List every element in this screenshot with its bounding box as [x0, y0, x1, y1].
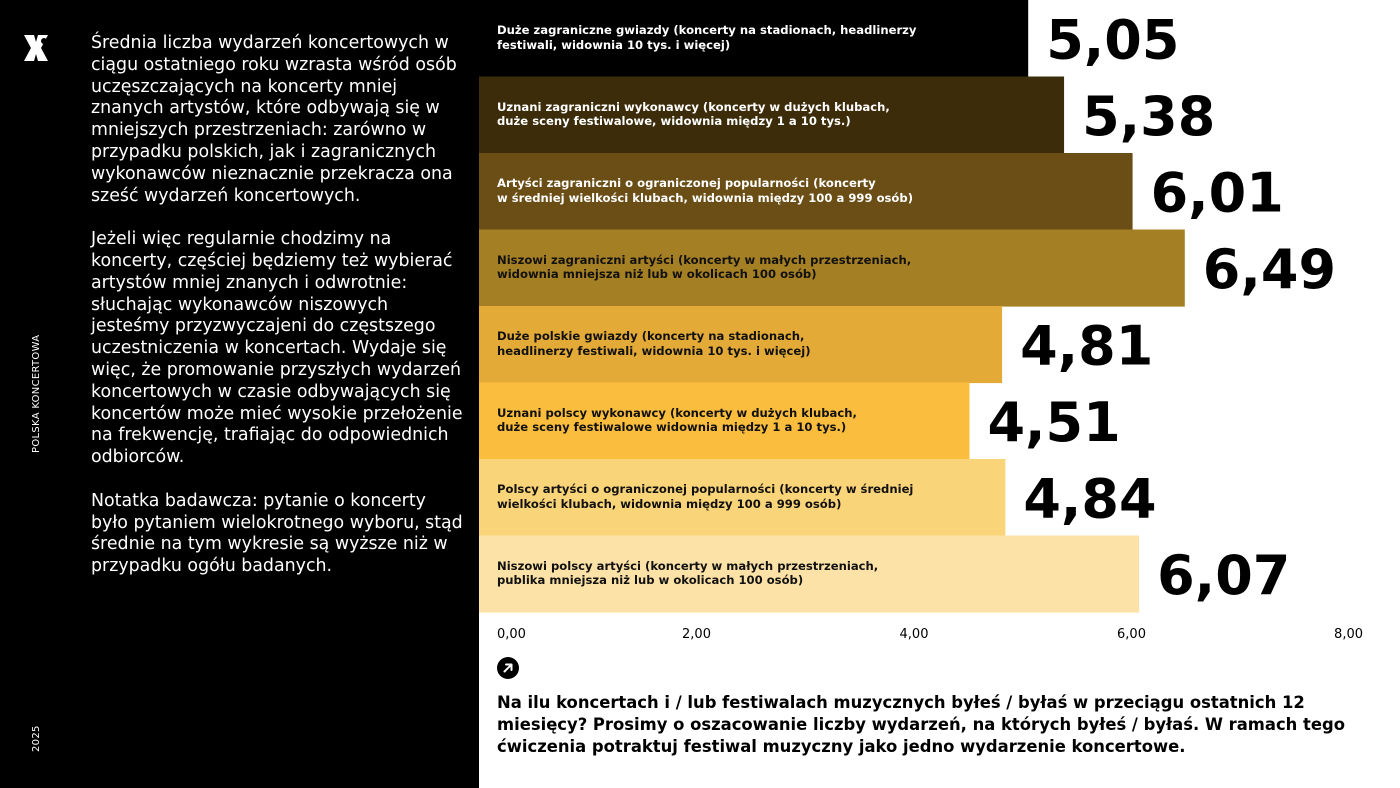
bar-category-label-line: Uznani polscy wykonawcy (koncerty w dużych klubach,: [497, 405, 857, 420]
bar-category-label: [497, 176, 917, 205]
bar-value-label: 5,05: [1046, 8, 1180, 72]
x-tick-label: 8,00: [1334, 627, 1363, 642]
bar-category-label-line: Uznani zagraniczni wykonawcy (koncerty w dużych klubach,: [497, 99, 890, 114]
bar-category-label: [497, 406, 917, 435]
bar-category-label-line: Artyści zagraniczni o ograniczonej popularności (koncerty: [497, 176, 876, 191]
bar-category-label-line: duże sceny festiwalowe widownia między 1 a 10 tys.): [497, 420, 847, 435]
x-tick-label: 6,00: [1117, 627, 1146, 642]
paragraph-interpretation: Jeżeli więc regularnie chodzimy na koncerty, częściej będziemy też wybierać artystów mniej znanych i odwrotnie: słuchając wykonawców niszowych jesteśmy przyzwyczajeni do częstszego uczestniczenia w koncertach. Wydaje się więc, że promowanie przyszłych wydarzeń koncertowych w czasie odbywających się koncertów może mieć wysokie przełożenie na frekwencję, trafiając do odpowiednich odbiorców.: [91, 229, 463, 468]
bar-value-label: 4,51: [987, 390, 1121, 454]
bar-category-label-line: Niszowi polscy artyści (koncerty w małych przestrzeniach,: [497, 558, 879, 573]
bar-category-label-line: headlinerzy festiwali, widownia 10 tys. i więcej): [497, 343, 811, 358]
x-tick-label: 2,00: [682, 627, 711, 642]
bar-value-label: 6,07: [1157, 543, 1291, 607]
bar-value-label: 6,49: [1202, 237, 1337, 301]
bar-category-label-line: festiwali, widownia 10 tys. i więcej): [497, 37, 731, 52]
paragraph-research-note: Notatka badawcza: pytanie o koncerty było pytaniem wielokrotnego wyboru, stąd średnie na tym wykresie są wyższe niż w przypadku ogółu badanych.: [91, 490, 463, 577]
bar-category-label-line: Niszowi zagraniczni artyści (koncerty w małych przestrzeniach,: [497, 252, 912, 267]
paragraph-summary: Średnia liczba wydarzeń koncertowych w ciągu ostatniego roku wzrasta wśród osób uczęszczających na koncerty mniej znanych artystów, które odbywają się w mniejszych przestrzeniach: zarówno w przypadku polskich, jak i zagranicznych wykonawców nieznacznie przekracza ona sześć wydarzeń koncertowych.: [91, 33, 457, 206]
bar-value-label: 6,01: [1150, 161, 1284, 225]
brand-vertical-label: POLSKA KONCERTOWA: [31, 334, 42, 453]
bar-category-label-line: duże sceny festiwalowe, widownia między 1 a 10 tys.): [497, 114, 851, 129]
bar-category-label-line: wielkości klubach, widownia między 100 a 999 osób): [497, 496, 842, 511]
bar-category-label-line: widownia mniejsza niż lub w okolicach 100 osób): [497, 267, 817, 282]
bar-value-label: 5,38: [1082, 84, 1216, 148]
bar-category-label: [497, 482, 917, 511]
bar-value-label: 4,84: [1023, 467, 1157, 531]
bar-category-label-line: w średniej wielkości klubach, widownia między 100 a 999 osób): [497, 190, 913, 205]
bar-category-label: [497, 100, 917, 129]
bar-category-label-line: Polscy artyści o ograniczonej popularności (koncerty w średniej: [497, 482, 914, 497]
bar-category-label-line: Duże polskie gwiazdy (koncerty na stadionach,: [497, 329, 805, 344]
arrow-up-right-icon: [497, 657, 519, 679]
bar-category-label: [497, 253, 917, 282]
x-tick-label: 0,00: [497, 627, 526, 642]
year-vertical-label: 2025: [31, 725, 42, 752]
survey-question: Na ilu koncertach i / lub festiwalach muzycznych byłeś / byłaś w przeciągu ostatnich 12 miesięcy? Prosimy o oszacowanie liczby wydarzeń, na których byłeś / byłaś. W ramach tego ćwiczenia potraktuj festiwal muzyczny jako jedno wydarzenie koncertowe.: [497, 693, 1345, 756]
bar-category-label: [497, 329, 917, 358]
bar-category-label: [497, 23, 917, 52]
bar-category-label-line: publika mniejsza niż lub w okolicach 100 osób): [497, 573, 804, 588]
bar-value-label: 4,81: [1020, 314, 1154, 378]
bar-category-label: [497, 559, 917, 588]
bar-category-label-line: Duże zagraniczne gwiazdy (koncerty na stadionach, headlinerzy: [497, 23, 917, 38]
x-tick-label: 4,00: [899, 627, 929, 642]
